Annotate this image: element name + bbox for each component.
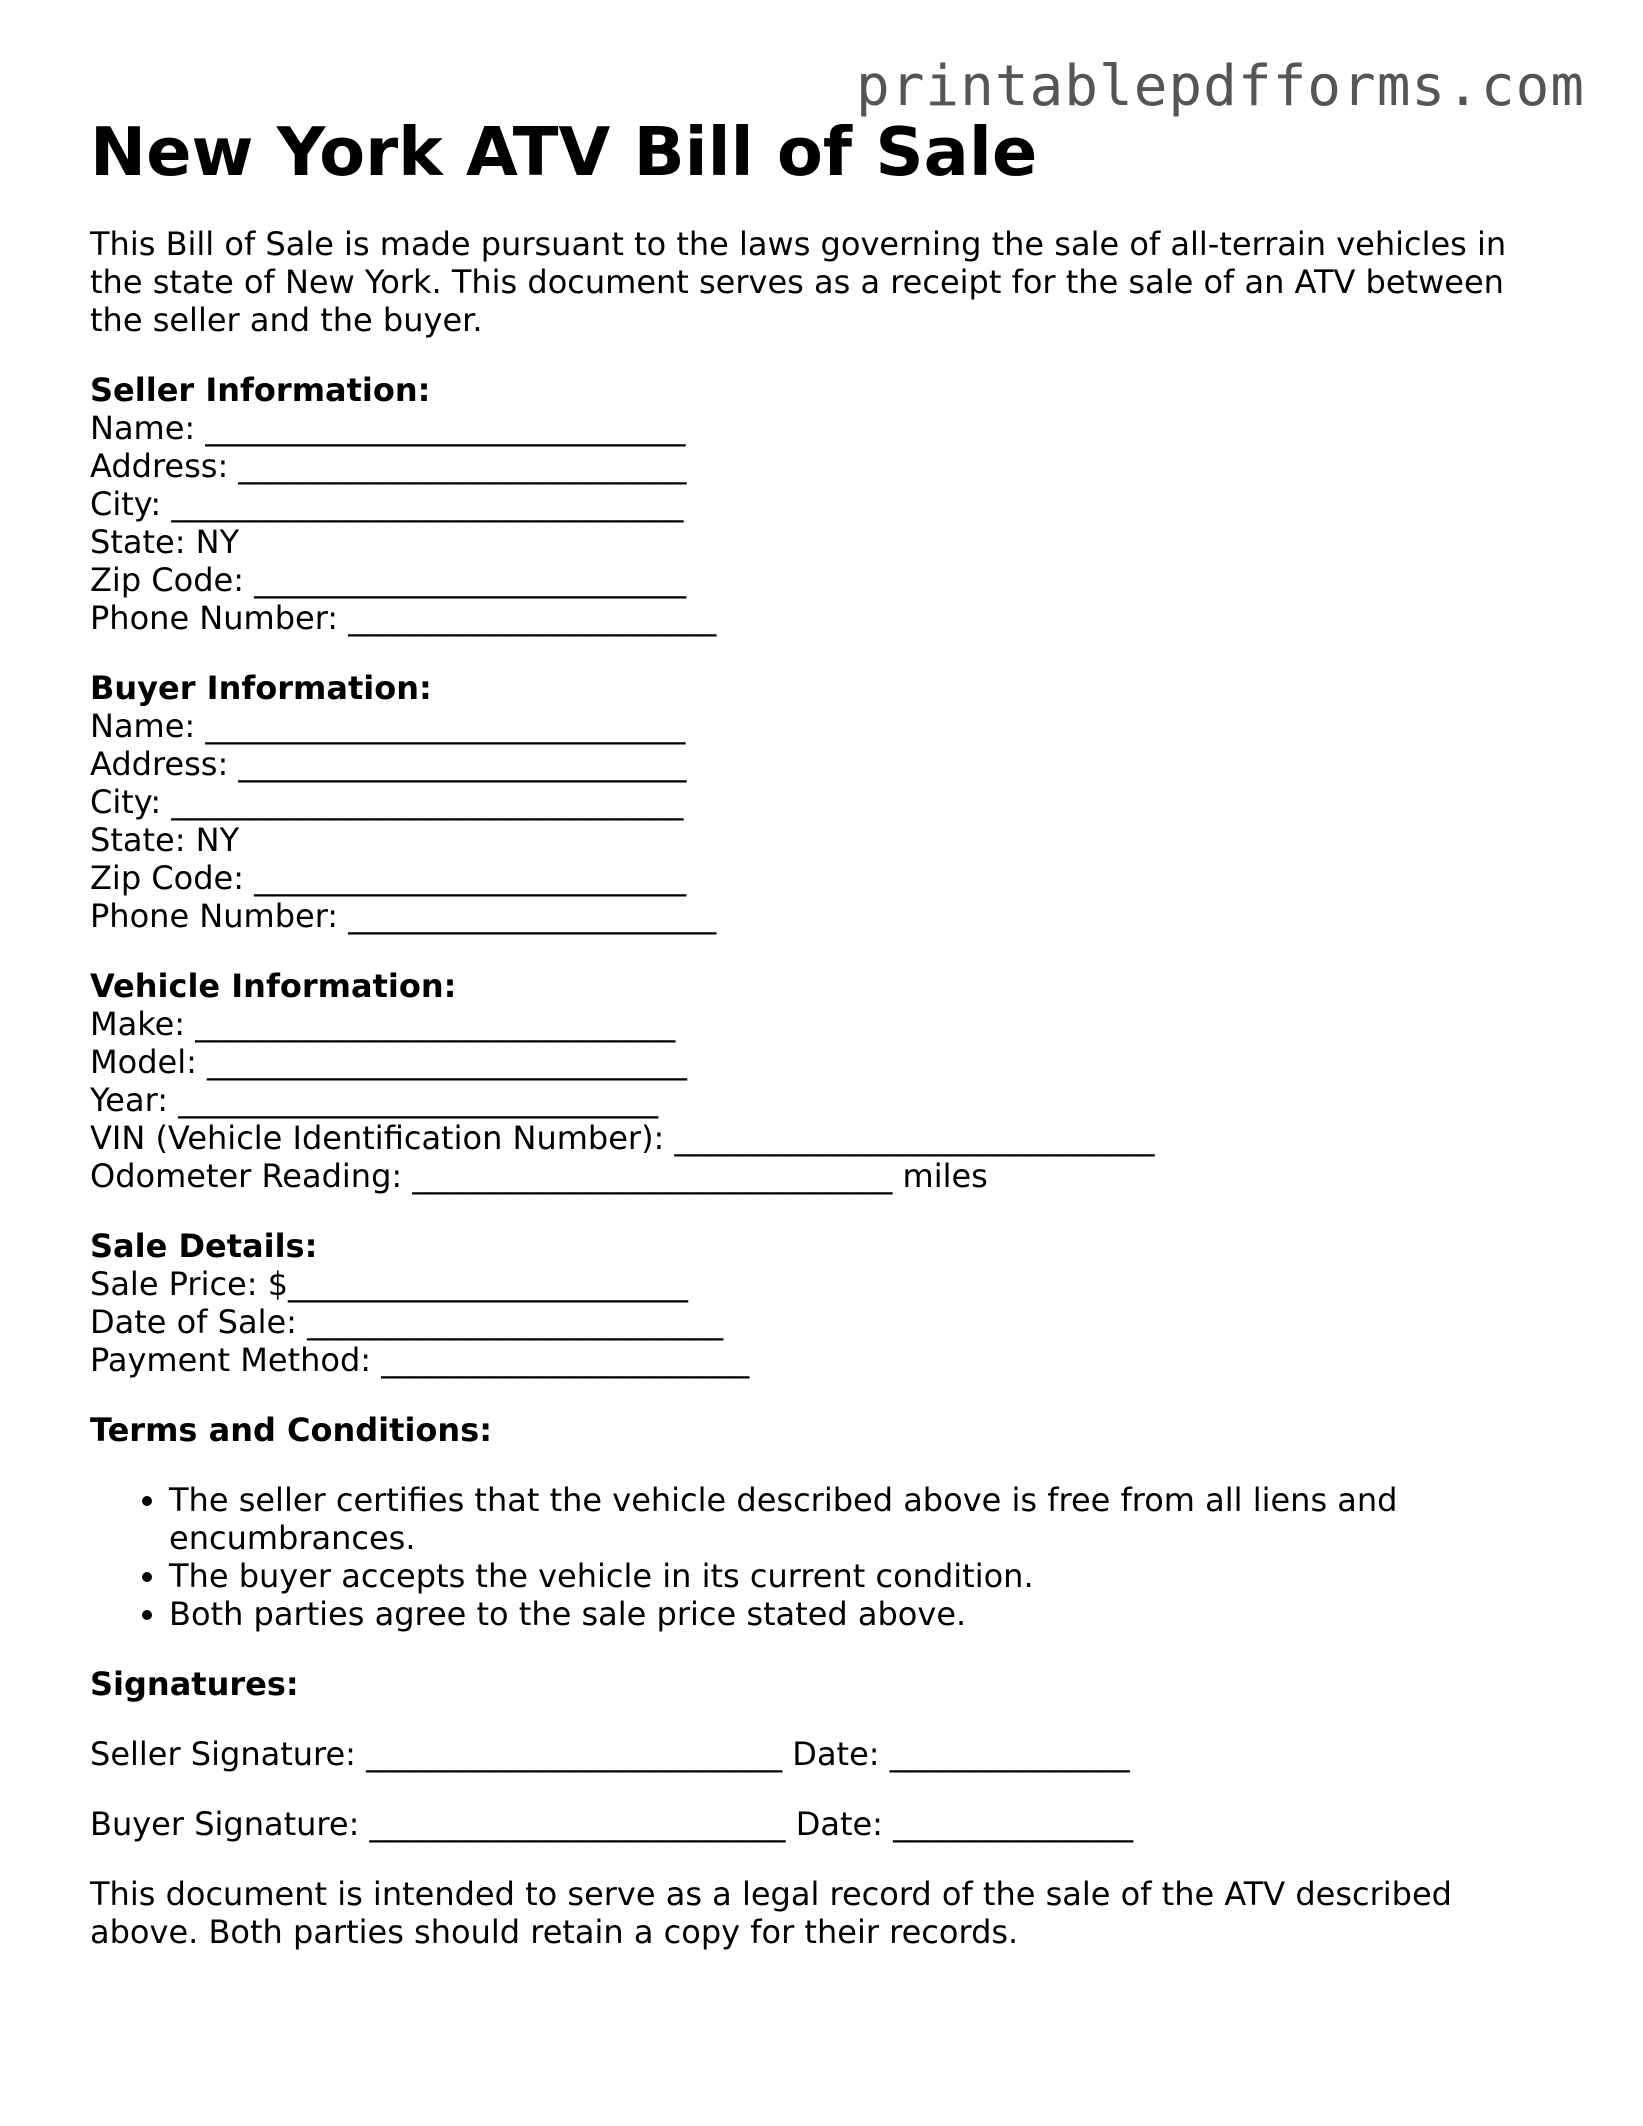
seller-zip-blank[interactable]: ___________________________ [254,561,687,599]
vehicle-make-label: Make: [90,1005,196,1043]
buyer-zip-blank[interactable]: ___________________________ [254,859,687,897]
seller-city-field[interactable] [90,485,1560,523]
vehicle-year-label: Year: [90,1081,179,1119]
document-body [90,112,1560,1951]
buyer-state-field [90,821,1560,859]
vehicle-make-blank[interactable]: ______________________________ [195,1005,676,1043]
closing-paragraph: This document is intended to serve as a legal record of the sale of the ATV described above. Both parties should retain a copy for their records. [90,1875,1452,1951]
buyer-signature-label: Buyer Signature: [90,1805,370,1843]
sale-price-blank[interactable]: _________________________ [288,1265,689,1303]
buyer-zip-field[interactable] [90,859,1560,897]
seller-zip-label: Zip Code: [90,561,255,599]
vehicle-odometer-label: Odometer Reading: [90,1157,413,1195]
seller-signature-label: Seller Signature: [90,1735,367,1773]
seller-state-field [90,523,1560,561]
sale-date-label: Date of Sale: [90,1303,308,1341]
vehicle-make-field[interactable] [90,1005,1560,1043]
terms-heading: Terms and Conditions: [90,1411,493,1449]
sale-section [90,1227,1560,1379]
buyer-zip-label: Zip Code: [90,859,255,897]
sale-payment-label: Payment Method: [90,1341,382,1379]
sale-price-field[interactable] [90,1265,1560,1303]
seller-zip-field[interactable] [90,561,1560,599]
vehicle-vin-blank[interactable]: ______________________________ [674,1119,1155,1157]
terms-item: • The buyer accepts the vehicle in its current condition. [169,1557,1560,1595]
buyer-address-blank[interactable]: ____________________________ [238,745,687,783]
seller-heading: Seller Information: [90,371,431,409]
buyer-name-label: Name: [90,707,206,745]
seller-city-blank[interactable]: ________________________________ [171,485,684,523]
sale-heading: Sale Details: [90,1227,318,1265]
terms-list [90,1481,1560,1633]
buyer-signature-blank[interactable]: __________________________ [369,1805,786,1843]
seller-name-label: Name: [90,409,206,447]
vehicle-odometer-unit: miles [892,1157,988,1195]
vehicle-model-blank[interactable]: ______________________________ [207,1043,688,1081]
vehicle-model-field[interactable] [90,1043,1560,1081]
vehicle-year-blank[interactable]: ______________________________ [178,1081,659,1119]
buyer-phone-blank[interactable]: _______________________ [348,897,717,935]
intro-paragraph: This Bill of Sale is made pursuant to the laws governing the sale of all-terrain vehicles in the state of New York. This document serves as a receipt for the sale of an ATV between the seller and the buyer. [90,225,1507,339]
vehicle-vin-field[interactable] [90,1119,1560,1157]
sale-payment-field[interactable] [90,1341,1560,1379]
sale-date-field[interactable] [90,1303,1560,1341]
seller-section [90,371,1560,637]
vehicle-year-field[interactable] [90,1081,1560,1119]
seller-state-label: State: NY [90,523,240,561]
seller-address-label: Address: [90,447,239,485]
terms-item: • Both parties agree to the sale price stated above. [169,1595,1560,1633]
buyer-name-field[interactable] [90,707,1560,745]
buyer-city-label: City: [90,783,172,821]
buyer-address-field[interactable] [90,745,1560,783]
buyer-phone-field[interactable] [90,897,1560,935]
buyer-state-label: State: NY [90,821,240,859]
seller-phone-label: Phone Number: [90,599,349,637]
seller-signature-date-blank[interactable]: _______________ [889,1735,1130,1773]
buyer-city-field[interactable] [90,783,1560,821]
signatures-section [90,1665,1560,1843]
buyer-signature-line[interactable] [90,1805,1560,1843]
buyer-heading: Buyer Information: [90,669,432,707]
sale-payment-blank[interactable]: _______________________ [381,1341,750,1379]
terms-section [90,1411,1560,1633]
buyer-section [90,669,1560,935]
vehicle-odometer-blank[interactable]: ______________________________ [412,1157,893,1195]
vehicle-model-label: Model: [90,1043,208,1081]
seller-address-field[interactable] [90,447,1560,485]
buyer-city-blank[interactable]: ________________________________ [171,783,684,821]
buyer-name-blank[interactable]: ______________________________ [205,707,686,745]
seller-signature-line[interactable] [90,1735,1560,1773]
vehicle-heading: Vehicle Information: [90,967,457,1005]
document-title: New York ATV Bill of Sale [90,113,1038,191]
sale-date-blank[interactable]: __________________________ [307,1303,724,1341]
buyer-phone-label: Phone Number: [90,897,349,935]
terms-item: • The seller certifies that the vehicle described above is free from all liens and encumbrances. [169,1481,1560,1557]
seller-phone-blank[interactable]: _______________________ [348,599,717,637]
seller-phone-field[interactable] [90,599,1560,637]
seller-city-label: City: [90,485,172,523]
vehicle-odometer-field[interactable] [90,1157,1560,1195]
vehicle-vin-label: VIN (Vehicle Identification Number): [90,1119,675,1157]
seller-signature-blank[interactable]: __________________________ [366,1735,783,1773]
sale-price-label: Sale Price: $ [90,1265,289,1303]
seller-signature-date-label: Date: [782,1735,890,1773]
buyer-signature-date-blank[interactable]: _______________ [893,1805,1134,1843]
watermark: printablepdfforms.com [855,54,1585,119]
buyer-signature-date-label: Date: [785,1805,894,1843]
seller-name-blank[interactable]: ______________________________ [205,409,686,447]
vehicle-section [90,967,1560,1195]
seller-address-blank[interactable]: ____________________________ [238,447,687,485]
buyer-address-label: Address: [90,745,239,783]
signatures-heading: Signatures: [90,1665,299,1703]
seller-name-field[interactable] [90,409,1560,447]
